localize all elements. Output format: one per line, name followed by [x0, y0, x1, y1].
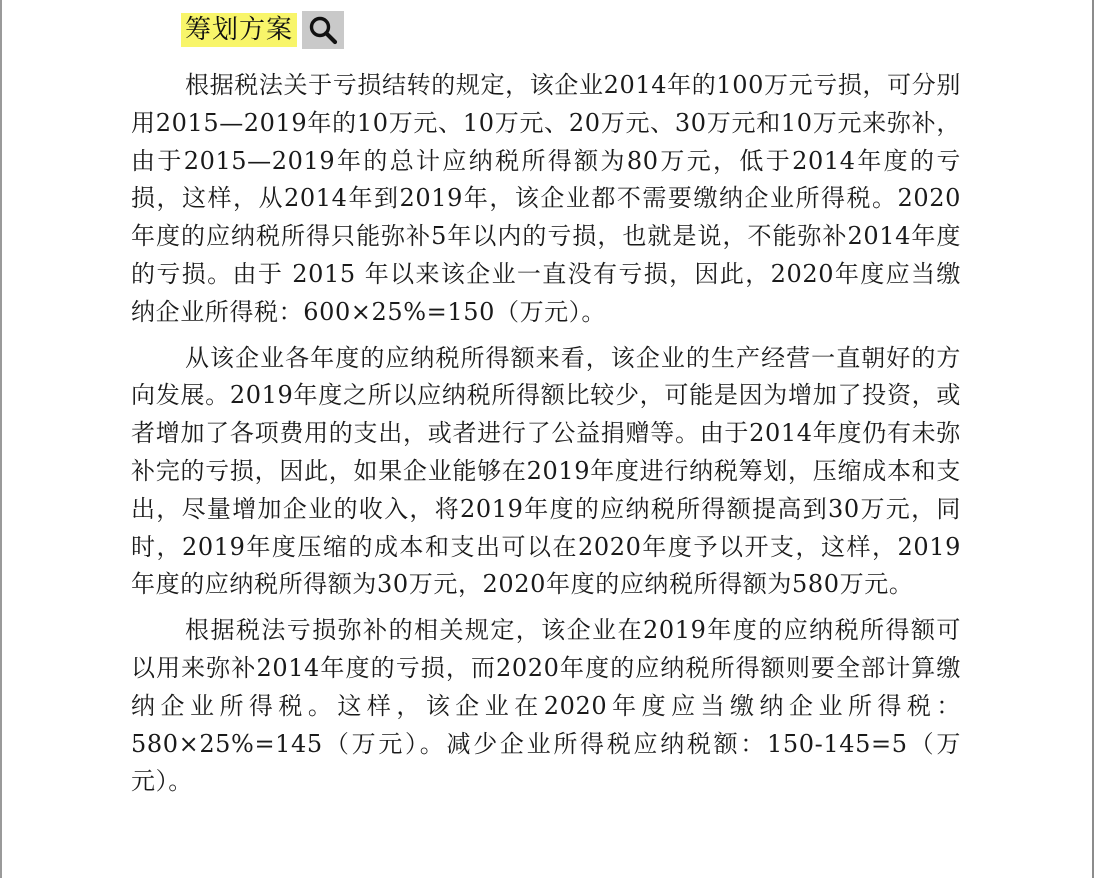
heading-title: 筹划方案 [181, 13, 297, 47]
body-content [131, 67, 961, 809]
paragraph-2: 从该企业各年度的应纳税所得额来看，该企业的生产经营一直朝好的方向发展。2019年度之所以应纳税所得额比较少，可能是因为增加了投资，或者增加了各项费用的支出，或者进行了公益捐赠等。由于2014年度仍有未弥补完的亏损，因此，如果企业能够在2019年度进行纳税筹划，压缩成本和支出，尽量增加企业的收入，将2019年度的应纳税所得额提高到30万元，同时，2019年度压缩的成本和支出可以在2020年度予以开支，这样，2019年度的应纳税所得额为30万元，2020年度的应纳税所得额为580万元。 [131, 343, 961, 599]
left-border [0, 0, 2, 878]
paragraph-1: 根据税法关于亏损结转的规定，该企业2014年的100万元亏损，可分别用2015—2019年的10万元、10万元、20万元、30万元和10万元来弥补，由于2015—2019年的总计应纳税所得额为80万元，低于2014年度的亏损，这样，从2014年到2019年，该企业都不需要缴纳企业所得税。2020年度的应纳税所得只能弥补5年以内的亏损，也就是说，不能弥补2014年度的亏损。由于 2015 年以来该企业一直没有亏损，因此，2020年度应当缴纳企业所得税：600×25%=150（万元）。 [131, 71, 961, 326]
paragraph-3: 根据税法亏损弥补的相关规定，该企业在2019年度的应纳税所得额可以用来弥补2014年度的亏损，而2020年度的应纳税所得额则要全部计算缴纳企业所得税。这样，该企业在2020年度应当缴纳企业所得税：580×25%=145（万元）。减少企业所得税应纳税额：150-145=5（万元）。 [131, 616, 961, 796]
search-icon [308, 15, 338, 45]
search-button[interactable] [302, 11, 344, 49]
section-heading [181, 10, 344, 50]
